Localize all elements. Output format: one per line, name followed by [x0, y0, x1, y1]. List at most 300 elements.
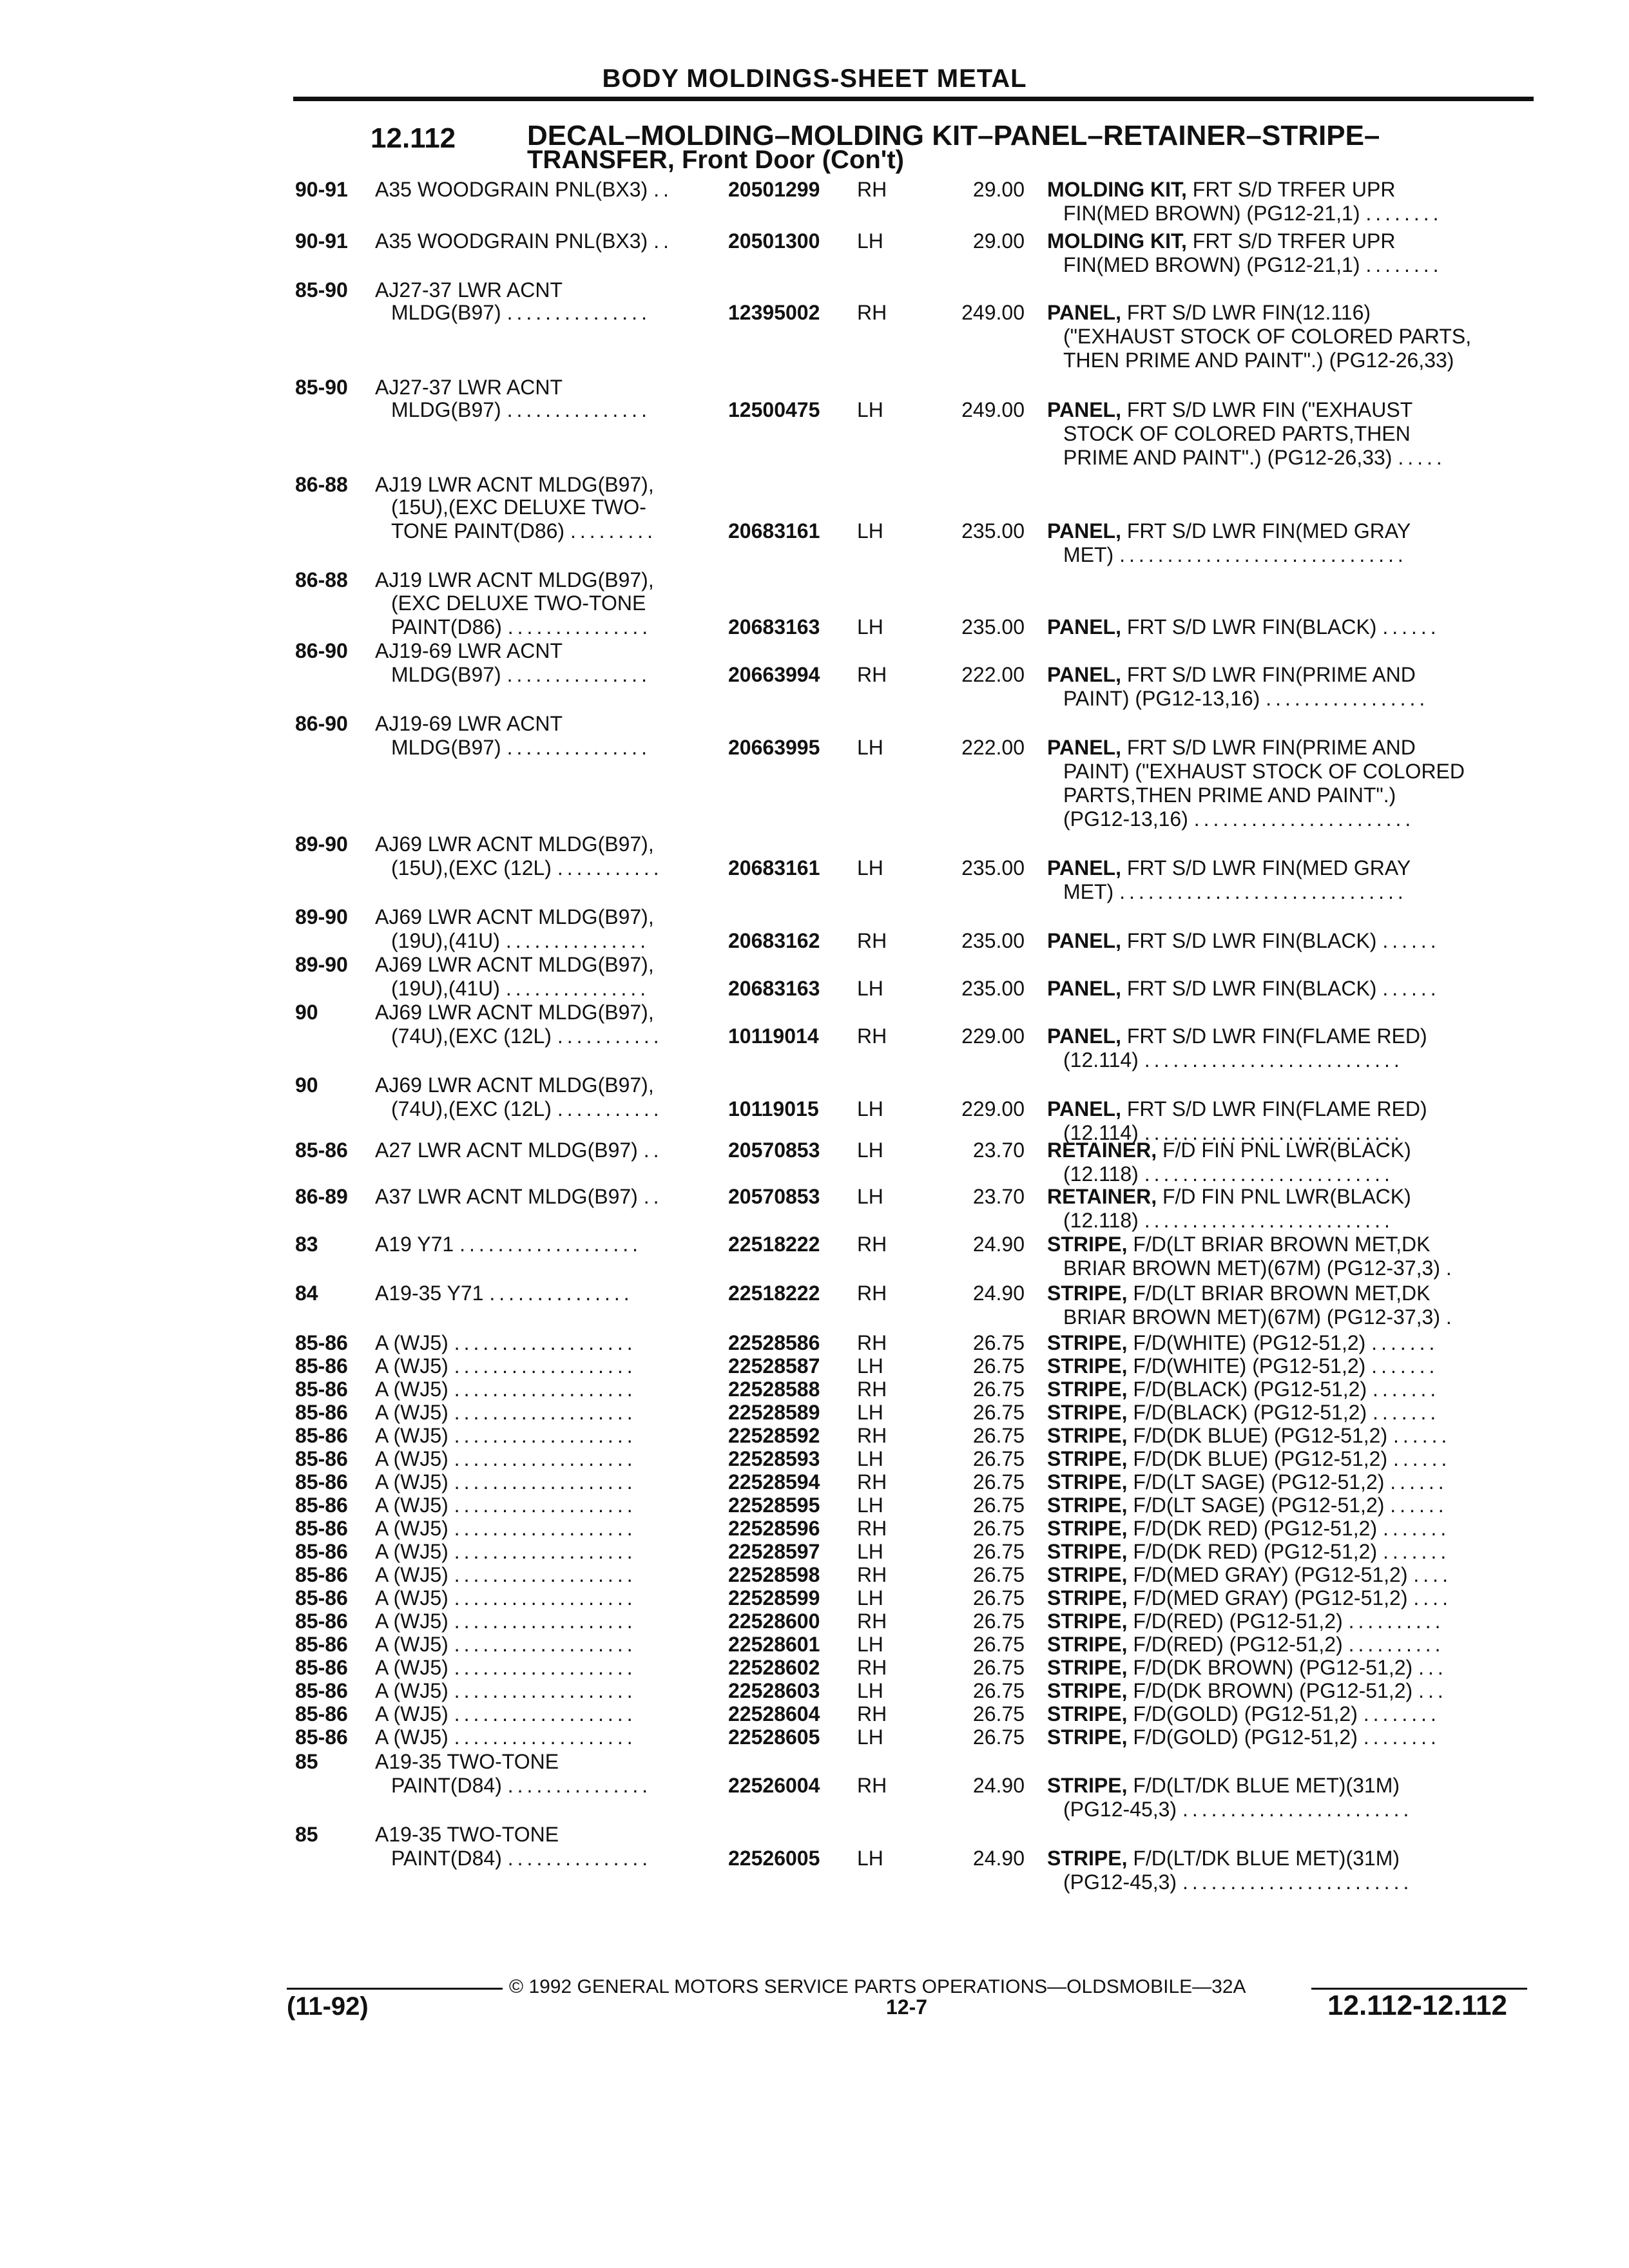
model-year: 86-90 — [295, 639, 348, 662]
part-number: 20501299 — [728, 178, 820, 201]
side-indicator: LH — [857, 1097, 883, 1120]
leader-dots: ...... — [1390, 1494, 1448, 1517]
application-description — [375, 1586, 637, 1610]
leader-dots: ...... — [1382, 977, 1440, 1000]
list-price: 26.75 — [972, 1424, 1025, 1447]
application-description — [375, 1540, 637, 1564]
side-indicator: LH — [857, 1139, 883, 1162]
application-description — [375, 1424, 637, 1448]
leader-dots: ............... — [507, 615, 652, 639]
leader-dots: ...... — [1382, 615, 1440, 639]
application-description — [375, 832, 654, 856]
part-type: PANEL, — [1047, 856, 1121, 879]
part-number: 22526005 — [728, 1847, 820, 1870]
side-indicator: LH — [857, 856, 883, 879]
part-name — [1047, 1494, 1448, 1517]
leader-dots: ...... — [1382, 929, 1440, 952]
description-text: (EXC DELUXE TWO-TONE — [391, 591, 646, 615]
model-year: 86-88 — [295, 568, 348, 591]
part-type: STRIPE, — [1047, 1725, 1128, 1749]
side-indicator: LH — [857, 398, 883, 421]
part-detail-continued — [1047, 1798, 1412, 1821]
continued-text: (PG12-45,3) — [1063, 1870, 1177, 1894]
part-type: STRIPE, — [1047, 1679, 1128, 1702]
part-name — [1047, 977, 1440, 1001]
list-price: 29.00 — [972, 229, 1025, 253]
application-description — [375, 1470, 637, 1494]
list-price: 26.75 — [972, 1586, 1025, 1610]
side-indicator: LH — [857, 1586, 883, 1610]
application-description — [375, 1750, 559, 1774]
leader-dots: .............................. — [1119, 880, 1407, 903]
part-number: 22528601 — [728, 1633, 820, 1656]
application-description — [375, 929, 650, 953]
description-text: AJ19 LWR ACNT MLDG(B97), — [375, 568, 654, 591]
part-name — [1047, 1282, 1430, 1305]
part-number: 22528603 — [728, 1679, 820, 1702]
part-detail-continued — [1047, 543, 1407, 567]
description-text: (74U),(EXC (12L) — [391, 1097, 552, 1120]
part-number: 20570853 — [728, 1139, 820, 1162]
part-detail: F/D(LT/DK BLUE MET)(31M) — [1127, 1774, 1400, 1797]
side-indicator: RH — [857, 1233, 887, 1256]
part-name — [1047, 1540, 1450, 1564]
application-description — [375, 1494, 637, 1517]
description-text: A (WJ5) — [375, 1540, 448, 1563]
section-number: 12.112 — [371, 122, 456, 154]
leader-dots: ................... — [454, 1540, 637, 1563]
part-type: STRIPE, — [1047, 1282, 1128, 1305]
leader-dots: ........... — [557, 1024, 663, 1048]
part-number: 22528604 — [728, 1702, 820, 1725]
description-text: AJ19-69 LWR ACNT — [375, 639, 563, 662]
model-year: 85-86 — [295, 1331, 348, 1354]
leader-dots: . — [1445, 1256, 1456, 1280]
part-number: 20683162 — [728, 929, 820, 952]
continued-text: (PG12-45,3) — [1063, 1798, 1177, 1821]
description-text: PAINT(D84) — [391, 1774, 502, 1797]
part-name — [1047, 1847, 1400, 1870]
model-year: 89-90 — [295, 905, 348, 928]
continued-text: (12.118) — [1063, 1162, 1139, 1186]
part-detail: FRT S/D LWR FIN ("EXHAUST — [1121, 398, 1413, 421]
model-year: 85-86 — [295, 1447, 348, 1470]
description-text: A35 WOODGRAIN PNL(BX3) — [375, 229, 648, 253]
part-number: 20683161 — [728, 519, 820, 543]
application-description — [375, 495, 646, 519]
application-description — [375, 568, 654, 592]
part-detail: F/D FIN PNL LWR(BLACK) — [1157, 1185, 1411, 1208]
application-description — [375, 1563, 637, 1587]
description-text: A (WJ5) — [375, 1494, 448, 1517]
continued-text: MET) — [1063, 543, 1114, 566]
part-type: STRIPE, — [1047, 1540, 1128, 1563]
part-type: PANEL, — [1047, 929, 1121, 952]
application-description — [375, 591, 646, 615]
part-type: STRIPE, — [1047, 1401, 1128, 1424]
part-number: 22528594 — [728, 1470, 820, 1494]
leader-dots: .... — [1413, 1586, 1452, 1610]
leader-dots: ........ — [1365, 253, 1443, 276]
model-year: 85-86 — [295, 1563, 348, 1586]
part-type: STRIPE, — [1047, 1354, 1128, 1378]
model-year: 89-90 — [295, 832, 348, 856]
description-text: MLDG(B97) — [391, 736, 501, 759]
side-indicator: LH — [857, 1847, 883, 1870]
side-indicator: RH — [857, 178, 887, 201]
part-detail: F/D(DK BLUE) (PG12-51,2) — [1127, 1447, 1388, 1470]
description-text: A (WJ5) — [375, 1470, 448, 1494]
list-price: 26.75 — [972, 1401, 1025, 1424]
description-text: A (WJ5) — [375, 1679, 448, 1702]
list-price: 249.00 — [961, 301, 1025, 324]
side-indicator: RH — [857, 1331, 887, 1354]
description-text: A (WJ5) — [375, 1586, 448, 1610]
part-name — [1047, 398, 1412, 422]
part-detail: F/D(LT/DK BLUE MET)(31M) — [1127, 1847, 1400, 1870]
model-year: 85-86 — [295, 1656, 348, 1679]
leader-dots: ................... — [454, 1563, 637, 1586]
part-name — [1047, 1097, 1427, 1121]
description-text: MLDG(B97) — [391, 398, 501, 421]
continued-text: PAINT) (PG12-13,16) — [1063, 687, 1260, 710]
application-description — [375, 1823, 559, 1847]
model-year: 85 — [295, 1823, 318, 1846]
part-detail-continued — [1047, 1305, 1456, 1329]
list-price: 23.70 — [972, 1139, 1025, 1162]
leader-dots: ....... — [1382, 1540, 1451, 1563]
model-year: 84 — [295, 1282, 318, 1305]
model-year: 85-86 — [295, 1424, 348, 1447]
part-type: MOLDING KIT, — [1047, 229, 1187, 253]
footer-rule-left — [287, 1988, 503, 1990]
side-indicator: LH — [857, 1354, 883, 1378]
description-text: (15U),(EXC DELUXE TWO- — [391, 495, 646, 519]
side-indicator: RH — [857, 301, 887, 324]
leader-dots: .......... — [1348, 1633, 1445, 1656]
part-name — [1047, 736, 1416, 760]
part-name — [1047, 1633, 1445, 1657]
model-year: 90-91 — [295, 229, 348, 253]
description-text: A19 Y71 — [375, 1233, 454, 1256]
description-text: A (WJ5) — [375, 1517, 448, 1540]
list-price: 26.75 — [972, 1633, 1025, 1656]
application-description — [375, 1517, 637, 1541]
part-detail: F/D(MED GRAY) (PG12-51,2) — [1127, 1563, 1408, 1586]
part-detail: FRT S/D TRFER UPR — [1186, 178, 1396, 201]
part-detail: FRT S/D TRFER UPR — [1186, 229, 1396, 253]
application-description — [375, 1610, 637, 1633]
leader-dots: .. — [653, 178, 673, 201]
leader-dots: ...... — [1393, 1447, 1451, 1470]
part-name — [1047, 519, 1411, 543]
leader-dots: ................... — [454, 1447, 637, 1470]
part-name — [1047, 1610, 1445, 1633]
description-text: A19-35 TWO-TONE — [375, 1750, 559, 1773]
list-price: 26.75 — [972, 1702, 1025, 1725]
application-description — [375, 905, 654, 929]
continued-text: (12.114) — [1063, 1048, 1139, 1072]
description-text: PAINT(D84) — [391, 1847, 502, 1870]
part-type: STRIPE, — [1047, 1610, 1128, 1633]
model-year: 89-90 — [295, 953, 348, 976]
part-type: RETAINER, — [1047, 1139, 1157, 1162]
description-text: A37 LWR ACNT MLDG(B97) — [375, 1185, 638, 1208]
part-detail: F/D(GOLD) (PG12-51,2) — [1127, 1702, 1358, 1725]
list-price: 235.00 — [961, 929, 1025, 952]
continued-text: (12.114) — [1063, 1121, 1139, 1144]
list-price: 26.75 — [972, 1378, 1025, 1401]
side-indicator: LH — [857, 1540, 883, 1563]
continued-text: THEN PRIME AND PAINT".) (PG12-26,33) — [1063, 349, 1454, 372]
model-year: 85-86 — [295, 1702, 348, 1725]
part-type: STRIPE, — [1047, 1233, 1128, 1256]
description-text: AJ27-37 LWR ACNT — [375, 278, 563, 302]
leader-dots: ....................... — [1193, 807, 1415, 831]
leader-dots: ........................ — [1182, 1798, 1413, 1821]
part-detail: F/D(LT BRIAR BROWN MET,DK — [1127, 1282, 1431, 1305]
list-price: 26.75 — [972, 1494, 1025, 1517]
page-header-title: BODY MOLDINGS-SHEET METAL — [602, 64, 1027, 93]
part-detail: F/D(DK BROWN) (PG12-51,2) — [1127, 1656, 1413, 1679]
description-text: A (WJ5) — [375, 1563, 448, 1586]
side-indicator: RH — [857, 1378, 887, 1401]
application-description — [375, 1725, 637, 1749]
application-description — [375, 473, 654, 497]
part-detail: FRT S/D LWR FIN(BLACK) — [1121, 615, 1377, 639]
part-name — [1047, 1702, 1440, 1726]
part-detail: FRT S/D LWR FIN(FLAME RED) — [1121, 1097, 1427, 1120]
model-year: 90 — [295, 1073, 318, 1097]
side-indicator: LH — [857, 229, 883, 253]
part-name — [1047, 1139, 1411, 1162]
list-price: 26.75 — [972, 1563, 1025, 1586]
application-description — [375, 1401, 637, 1425]
part-number: 22528588 — [728, 1378, 820, 1401]
part-detail: FRT S/D LWR FIN(12.116) — [1121, 301, 1371, 324]
list-price: 26.75 — [972, 1656, 1025, 1679]
leader-dots: ......... — [570, 519, 657, 543]
part-detail-continued — [1047, 807, 1414, 831]
leader-dots: .......... — [1348, 1610, 1445, 1633]
side-indicator: RH — [857, 1517, 887, 1540]
application-description — [375, 1679, 637, 1703]
description-text: AJ69 LWR ACNT MLDG(B97), — [375, 905, 654, 928]
part-detail: F/D(MED GRAY) (PG12-51,2) — [1127, 1586, 1408, 1610]
model-year: 85-86 — [295, 1517, 348, 1540]
continued-text: BRIAR BROWN MET)(67M) (PG12-37,3) — [1063, 1305, 1440, 1329]
continued-text: (12.118) — [1063, 1209, 1139, 1232]
description-text: A (WJ5) — [375, 1725, 448, 1749]
list-price: 235.00 — [961, 856, 1025, 879]
model-year: 85-90 — [295, 278, 348, 302]
leader-dots: .......................... — [1144, 1162, 1394, 1186]
model-year: 86-88 — [295, 473, 348, 496]
model-year: 85-86 — [295, 1470, 348, 1494]
leader-dots: ........................... — [1144, 1121, 1403, 1144]
leader-dots: ..... — [1398, 446, 1446, 469]
leader-dots: ...... — [1390, 1470, 1448, 1494]
part-name — [1047, 1563, 1452, 1587]
model-year: 85-86 — [295, 1633, 348, 1656]
description-text: A (WJ5) — [375, 1702, 448, 1725]
part-type: STRIPE, — [1047, 1702, 1128, 1725]
part-type: PANEL, — [1047, 1097, 1121, 1120]
list-price: 26.75 — [972, 1610, 1025, 1633]
leader-dots: ........................ — [1182, 1870, 1413, 1894]
leader-dots: ................... — [454, 1586, 637, 1610]
leader-dots: ................... — [454, 1378, 637, 1401]
model-year: 86-89 — [295, 1185, 348, 1208]
model-year: 85-86 — [295, 1725, 348, 1749]
part-number: 20570853 — [728, 1185, 820, 1208]
leader-dots: ................... — [454, 1725, 637, 1749]
continued-text: BRIAR BROWN MET)(67M) (PG12-37,3) — [1063, 1256, 1440, 1280]
continued-text: MET) — [1063, 880, 1114, 903]
part-type: STRIPE, — [1047, 1563, 1128, 1586]
side-indicator: RH — [857, 929, 887, 952]
part-name — [1047, 1586, 1452, 1610]
section-title-line2: TRANSFER, Front Door (Con't) — [527, 146, 904, 174]
part-number: 22528605 — [728, 1725, 820, 1749]
description-text: AJ19-69 LWR ACNT — [375, 712, 563, 735]
footer-copyright: © 1992 GENERAL MOTORS SERVICE PARTS OPERATIONS—OLDSMOBILE—32A — [509, 1976, 1246, 1997]
list-price: 24.90 — [972, 1233, 1025, 1256]
application-description — [375, 615, 651, 639]
model-year: 86-90 — [295, 712, 348, 735]
part-type: MOLDING KIT, — [1047, 178, 1187, 201]
part-type: PANEL, — [1047, 1024, 1121, 1048]
side-indicator: LH — [857, 1725, 883, 1749]
application-description — [375, 1097, 663, 1121]
part-detail-continued — [1047, 422, 1411, 446]
part-number: 20663995 — [728, 736, 820, 759]
side-indicator: LH — [857, 977, 883, 1000]
part-detail: F/D(DK BLUE) (PG12-51,2) — [1127, 1424, 1388, 1447]
leader-dots: ................... — [454, 1679, 637, 1702]
description-text: (19U),(41U) — [391, 929, 500, 952]
model-year: 85-86 — [295, 1354, 348, 1378]
description-text: TONE PAINT(D86) — [391, 519, 565, 543]
leader-dots: ... — [1418, 1656, 1447, 1679]
list-price: 222.00 — [961, 736, 1025, 759]
leader-dots: ................... — [454, 1470, 637, 1494]
part-number: 22528593 — [728, 1447, 820, 1470]
part-detail-continued — [1047, 880, 1407, 904]
description-text: A (WJ5) — [375, 1610, 448, 1633]
description-text: AJ69 LWR ACNT MLDG(B97), — [375, 1073, 654, 1097]
description-text: AJ69 LWR ACNT MLDG(B97), — [375, 953, 654, 976]
part-type: STRIPE, — [1047, 1378, 1128, 1401]
list-price: 235.00 — [961, 519, 1025, 543]
part-number: 22526004 — [728, 1774, 820, 1797]
part-type: STRIPE, — [1047, 1424, 1128, 1447]
part-number: 20683161 — [728, 856, 820, 879]
part-type: STRIPE, — [1047, 1470, 1128, 1494]
description-text: PAINT(D86) — [391, 615, 502, 639]
leader-dots: .. — [653, 229, 673, 253]
description-text: A27 LWR ACNT MLDG(B97) — [375, 1139, 638, 1162]
description-text: A19-35 TWO-TONE — [375, 1823, 559, 1846]
part-detail: F/D(LT BRIAR BROWN MET,DK — [1127, 1233, 1431, 1256]
description-text: AJ69 LWR ACNT MLDG(B97), — [375, 832, 654, 856]
description-text: A19-35 Y71 — [375, 1282, 484, 1305]
part-detail: F/D(WHITE) (PG12-51,2) — [1127, 1331, 1366, 1354]
model-year: 90-91 — [295, 178, 348, 201]
application-description — [375, 278, 563, 302]
model-year: 85-86 — [295, 1540, 348, 1563]
continued-text: STOCK OF COLORED PARTS,THEN — [1063, 422, 1411, 445]
application-description — [375, 1073, 654, 1097]
application-description — [375, 856, 663, 880]
part-name — [1047, 1401, 1440, 1425]
part-detail: FRT S/D LWR FIN(BLACK) — [1121, 929, 1377, 952]
part-type: STRIPE, — [1047, 1847, 1128, 1870]
leader-dots: ................... — [459, 1233, 642, 1256]
application-description — [375, 1633, 637, 1657]
side-indicator: RH — [857, 1470, 887, 1494]
part-number: 22528598 — [728, 1563, 820, 1586]
part-type: PANEL, — [1047, 301, 1121, 324]
description-text: A35 WOODGRAIN PNL(BX3) — [375, 178, 648, 201]
part-number: 20501300 — [728, 229, 820, 253]
leader-dots: ................... — [454, 1610, 637, 1633]
part-name — [1047, 1774, 1400, 1798]
part-number: 22528602 — [728, 1656, 820, 1679]
continued-text: PARTS,THEN PRIME AND PAINT".) — [1063, 783, 1396, 807]
part-detail-continued — [1047, 253, 1443, 277]
list-price: 26.75 — [972, 1470, 1025, 1494]
part-name — [1047, 1331, 1438, 1355]
application-description — [375, 229, 673, 253]
part-name — [1047, 1233, 1430, 1256]
application-description — [375, 301, 651, 325]
part-name — [1047, 856, 1411, 880]
header-rule — [293, 97, 1534, 101]
application-description — [375, 1847, 651, 1870]
part-detail: FRT S/D LWR FIN(PRIME AND — [1121, 736, 1416, 759]
part-number: 22518222 — [728, 1282, 820, 1305]
side-indicator: LH — [857, 1633, 883, 1656]
part-number: 12500475 — [728, 398, 820, 421]
continued-text: ("EXHAUST STOCK OF COLORED PARTS, — [1063, 325, 1472, 348]
part-detail: F/D(WHITE) (PG12-51,2) — [1127, 1354, 1366, 1378]
leader-dots: ........ — [1363, 1702, 1440, 1725]
part-type: STRIPE, — [1047, 1447, 1128, 1470]
part-type: PANEL, — [1047, 615, 1121, 639]
application-description — [375, 1001, 654, 1024]
part-detail-continued — [1047, 783, 1396, 807]
leader-dots: ............... — [507, 1774, 652, 1797]
application-description — [375, 519, 657, 543]
section-title-line1: DECAL–MOLDING–MOLDING KIT–PANEL–RETAINER–STRIPE– — [527, 120, 1380, 151]
leader-dots: ................... — [454, 1702, 637, 1725]
description-text: AJ27-37 LWR ACNT — [375, 376, 563, 399]
side-indicator: RH — [857, 1024, 887, 1048]
footer-section-range: 12.112-12.112 — [1327, 1990, 1507, 2021]
continued-text: PAINT) ("EXHAUST STOCK OF COLORED — [1063, 760, 1465, 783]
leader-dots: ........................... — [1144, 1048, 1403, 1072]
model-year: 85-86 — [295, 1586, 348, 1610]
leader-dots: ............... — [506, 736, 651, 759]
part-number: 22518222 — [728, 1233, 820, 1256]
list-price: 26.75 — [972, 1517, 1025, 1540]
part-name — [1047, 1447, 1451, 1471]
description-text: AJ19 LWR ACNT MLDG(B97), — [375, 473, 654, 496]
description-text: A (WJ5) — [375, 1656, 448, 1679]
part-name — [1047, 301, 1371, 325]
application-description — [375, 1447, 637, 1471]
